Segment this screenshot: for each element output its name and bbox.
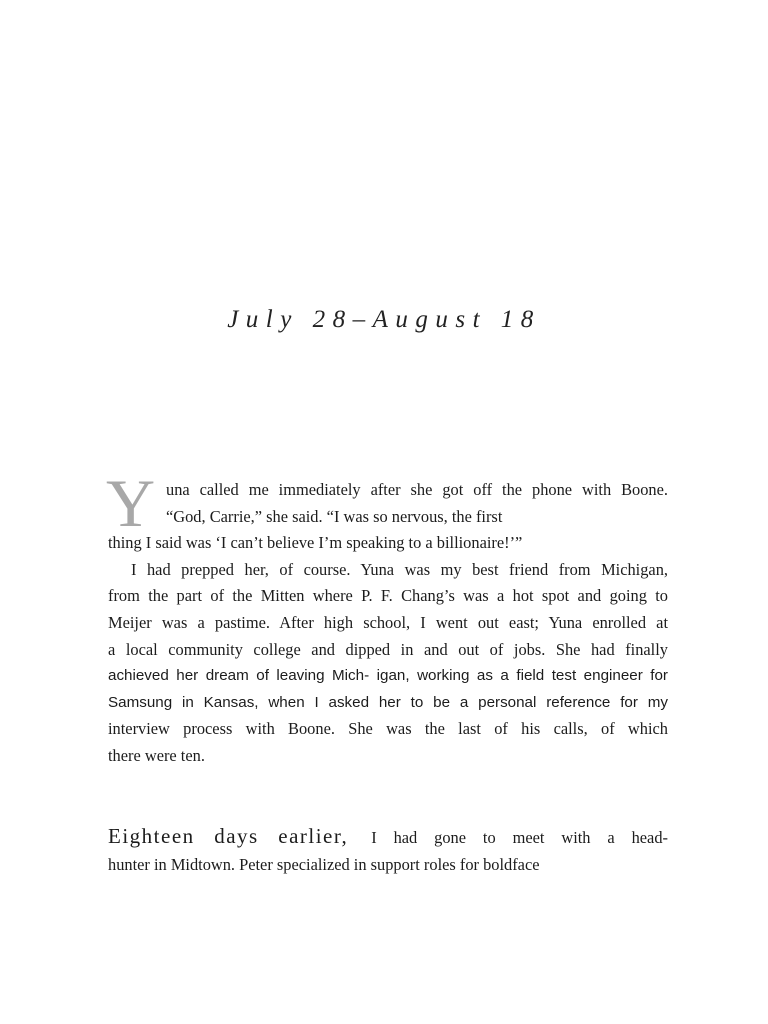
body-text-block (106, 465, 668, 770)
drop-cap: Y (106, 465, 156, 541)
text-line: una called me immediately after she got off the phone with Boone. (166, 480, 668, 499)
text-fragment: I had gone to meet with a head- (371, 828, 668, 847)
text-line: from the part of the Mitten where P. F. Chang’s was a hot spot and going to (108, 586, 668, 606)
text-line: thing I said was ‘I can’t believe I’m speaking to a billionaire!’” (108, 533, 523, 553)
section-lead-in: Eighteen days earlier, (108, 824, 349, 848)
section-break-paragraph (108, 823, 668, 878)
text-line (108, 823, 668, 852)
text-line: hunter in Midtown. Peter specialized in support roles for boldface (108, 854, 540, 874)
text-line: Meijer was a pastime. After high school, I went out east; Yuna enrolled at (108, 612, 668, 632)
text-line: there were ten. (108, 745, 205, 765)
paragraph (108, 557, 668, 770)
text-line: a local community college and dipped in and out of jobs. She had finally (108, 639, 668, 659)
text-line: I had prepped her, of course. Yuna was my best friend from Michigan, (131, 559, 668, 579)
text-line: achieved her dream of leaving Mich- igan, working as a field test engineer for (108, 667, 668, 685)
text-line: Samsung in Kansas, when I asked her to be a personal reference for my (108, 693, 668, 711)
opening-paragraph (106, 465, 668, 557)
chapter-heading: July 28–August 18 (227, 306, 541, 333)
text-line: “God, Carrie,” she said. “I was so nervous, the first (166, 506, 503, 526)
text-line: interview process with Boone. She was the last of his calls, of which (108, 719, 668, 739)
